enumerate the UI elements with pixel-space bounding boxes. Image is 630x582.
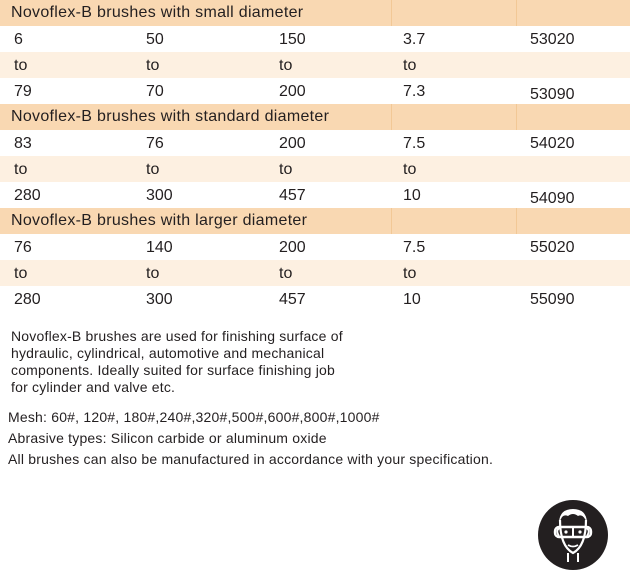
description-line: components. Ideally suited for surface finishing job — [11, 362, 336, 378]
table-row — [0, 130, 630, 156]
section-header-larger — [0, 208, 630, 234]
column-divider — [391, 0, 392, 26]
column-divider — [516, 104, 517, 130]
table-cell-code: 55090 — [530, 291, 575, 308]
section-header-standard — [0, 104, 630, 130]
safety-goggles-icon — [538, 500, 608, 570]
table-cell: 79 — [14, 83, 32, 100]
table-cell: 280 — [14, 291, 41, 308]
table-cell: 3.7 — [403, 31, 426, 48]
table-cell: 76 — [146, 135, 164, 152]
table-cell: to — [14, 161, 28, 178]
table-cell-code: 53090 — [530, 86, 575, 103]
product-specs — [8, 407, 493, 470]
table-cell: to — [146, 265, 160, 282]
table-cell: 6 — [14, 31, 23, 48]
table-cell: 300 — [146, 187, 173, 204]
product-description — [11, 328, 411, 396]
table-row — [0, 234, 630, 260]
table-cell: 280 — [14, 187, 41, 204]
table-cell-code: 53020 — [530, 31, 575, 48]
table-cell: 83 — [14, 135, 32, 152]
table-cell-code: 54020 — [530, 135, 575, 152]
description-line: Novoflex-B brushes are used for finishing surface of — [11, 328, 343, 344]
table-cell: to — [146, 57, 160, 74]
column-divider — [516, 0, 517, 26]
table-cell: 7.3 — [403, 83, 426, 100]
table-cell: 140 — [146, 239, 173, 256]
table-cell: to — [403, 161, 417, 178]
table-cell: 150 — [279, 31, 306, 48]
table-cell: 457 — [279, 187, 306, 204]
table-row — [0, 78, 630, 104]
table-row — [0, 182, 630, 208]
table-cell-code: 55020 — [530, 239, 575, 256]
description-line: hydraulic, cylindrical, automotive and mechanical — [11, 345, 325, 361]
table-row — [0, 260, 630, 286]
table-cell: to — [403, 265, 417, 282]
table-cell: 50 — [146, 31, 164, 48]
section-title: Novoflex-B brushes with larger diameter — [11, 212, 308, 229]
table-row — [0, 52, 630, 78]
table-cell: 457 — [279, 291, 306, 308]
table-cell: 300 — [146, 291, 173, 308]
table-cell: 7.5 — [403, 239, 426, 256]
section-title: Novoflex-B brushes with small diameter — [11, 4, 304, 21]
safety-goggles-icon-graphic — [538, 500, 608, 570]
table-cell: 70 — [146, 83, 164, 100]
table-row — [0, 286, 630, 312]
table-cell-code: 54090 — [530, 190, 575, 207]
table-cell: to — [146, 161, 160, 178]
table-cell: to — [279, 57, 293, 74]
section-header-small — [0, 0, 630, 26]
column-divider — [391, 208, 392, 234]
table-cell: 76 — [14, 239, 32, 256]
table-cell: to — [14, 57, 28, 74]
table-cell: 200 — [279, 135, 306, 152]
table-cell: 10 — [403, 291, 421, 308]
table-cell: to — [14, 265, 28, 282]
column-divider — [516, 208, 517, 234]
table-cell: 10 — [403, 187, 421, 204]
custom-spec: All brushes can also be manufactured in accordance with your specification. — [8, 451, 494, 467]
column-divider — [391, 104, 392, 130]
table-cell: to — [279, 161, 293, 178]
table-row — [0, 156, 630, 182]
table-cell: 7.5 — [403, 135, 426, 152]
section-title: Novoflex-B brushes with standard diameter — [11, 108, 330, 125]
table-cell: 200 — [279, 83, 306, 100]
abrasive-spec: Abrasive types: Silicon carbide or aluminum oxide — [8, 430, 327, 446]
mesh-spec: Mesh: 60#, 120#, 180#,240#,320#,500#,600#,800#,1000# — [8, 409, 380, 425]
description-line: for cylinder and valve etc. — [11, 379, 176, 395]
table-cell: 200 — [279, 239, 306, 256]
table-row — [0, 26, 630, 52]
table-cell: to — [403, 57, 417, 74]
table-cell: to — [279, 265, 293, 282]
